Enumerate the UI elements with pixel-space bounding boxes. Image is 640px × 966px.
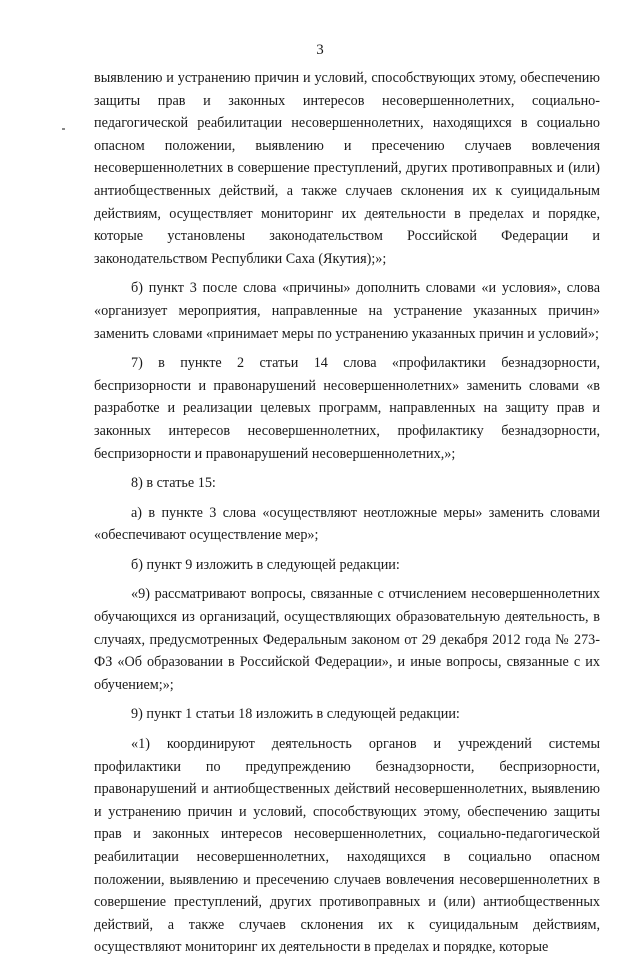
document-body <box>94 67 600 966</box>
paragraph-item-8: 8) в статье 15: <box>131 475 216 492</box>
paragraph-quote-point-9: «9) рассматривают вопросы, связанные с отчислением несовершеннолетних обучающихся из организаций, осуществляющих образовательную деятельность, в случаях, предусмотренных Федеральным законом от 29 декабря 2012 года № 273-ФЗ «Об образовании в Российской Федерации», и иные вопросы, связанные с их обучением;»; <box>94 586 600 693</box>
paragraph-continuation: выявлению и устранению причин и условий, способствующих этому, обеспечению защиты прав и законных интересов несовершеннолетних, социально-педагогической реабилитации несовершеннолетних, находящихся в социально опасном положении, выявлению и пресечению случаев вовлечения несовершеннолетних в совершение преступлений, других противоправных и (или) антиобщественных действий, а также случаев склонения их к суицидальным действиям, осуществляет мониторинг их деятельности в пределах и порядке, которые установлены законодательством Российской Федерации и законодательством Республики Саха (Якутия);»; <box>94 70 600 267</box>
paragraph-item-7: 7) в пункте 2 статьи 14 слова «профилактики безнадзорности, беспризорности и правонарушений несовершеннолетних» заменить словами «в разработке и реализации целевых программ, направленных на защиту прав и законных интересов несовершеннолетних, профилактику безнадзорности, беспризорности и правонарушений несовершеннолетних,»; <box>94 355 600 462</box>
page-number: 3 <box>316 42 324 58</box>
margin-mark <box>62 128 65 130</box>
paragraph-item-b-point-9: б) пункт 9 изложить в следующей редакции: <box>131 556 400 573</box>
paragraph-quote-point-1: «1) координируют деятельность органов и учреждений системы профилактики по предупреждению безнадзорности, беспризорности, правонарушений и антиобщественных действий несовершеннолетних, выявлению и устранению причин и условий, способствующих этому, обеспечению защиты прав и законных интересов несовершеннолетних, социально-педагогической реабилитации несовершеннолетних, находящихся в социально опасном положении, выявлению и пресечению случаев вовлечения несовершеннолетних в совершение преступлений, других противоправных и (или) антиобщественных действий, а также случаев склонения их к суицидальным действиям, осуществляют мониторинг их деятельности в пределах и порядке, которые <box>94 736 600 956</box>
paragraph-item-b-point-3: б) пункт 3 после слова «причины» дополнить словами «и условия», слова «организует мероприятия, направленные на устранение указанных причин» заменить словами «принимает меры по устранению указанных причин и условий»; <box>94 280 600 342</box>
paragraph-item-a-point-3: а) в пункте 3 слова «осуществляют неотложные меры» заменить словами «обеспечивают осуществление мер»; <box>94 504 600 544</box>
paragraph-item-9: 9) пункт 1 статьи 18 изложить в следующей редакции: <box>131 706 460 723</box>
